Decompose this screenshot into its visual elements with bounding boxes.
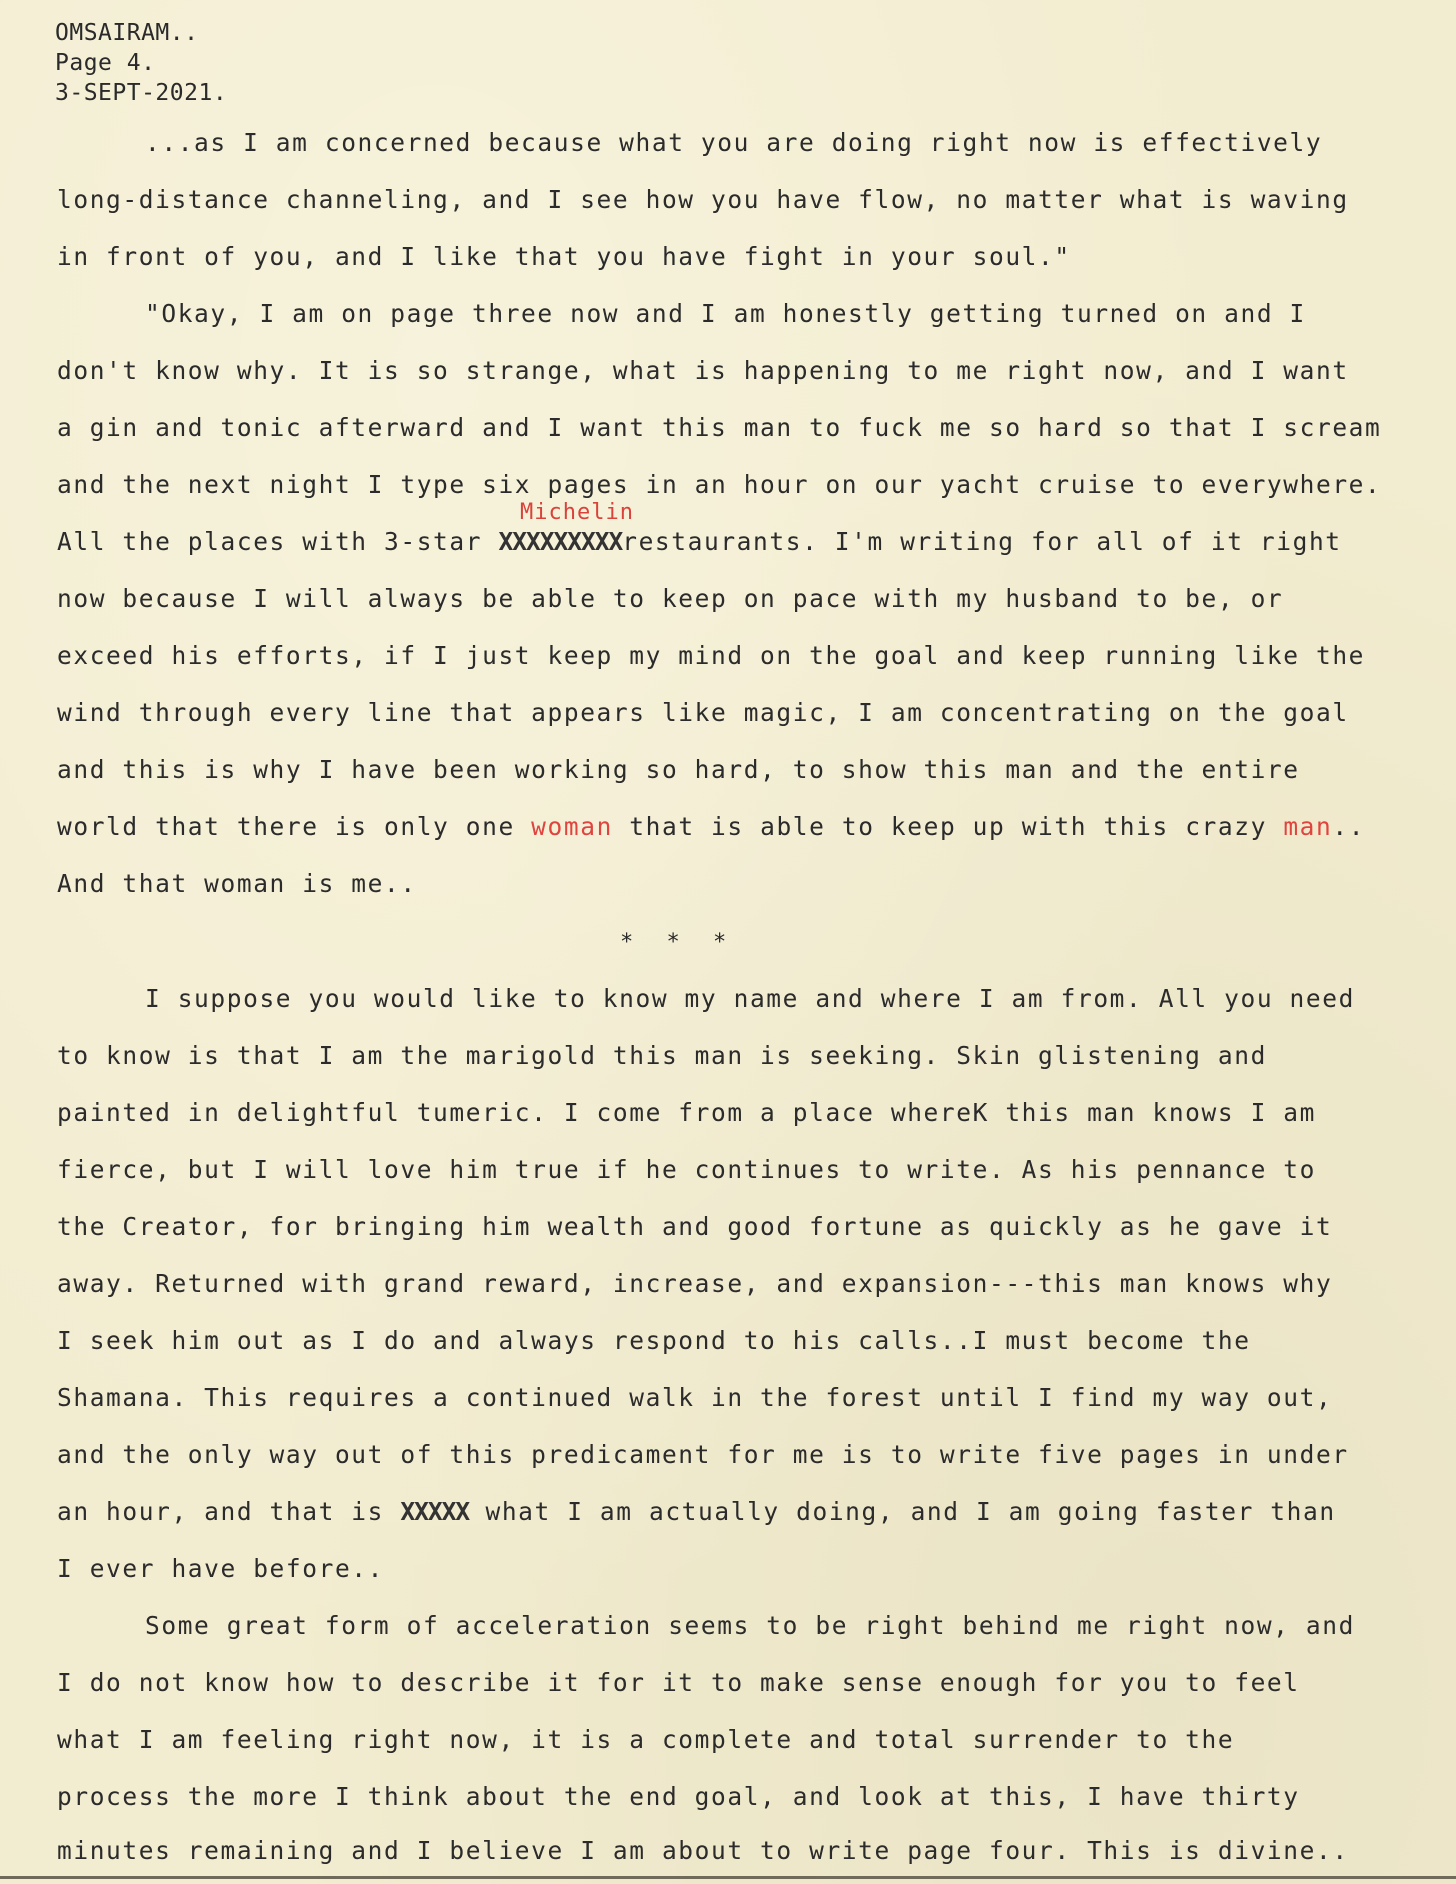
line-part: that is able to keep up with this crazy xyxy=(612,812,1284,841)
text-line: long-distance channeling, and I see how you have flow, no matter what is waving xyxy=(57,185,1349,214)
text-line: wind through every line that appears like magic, I am concentrating on the goal xyxy=(57,698,1349,727)
text-line: to know is that I am the marigold this man is seeking. Skin glistening and xyxy=(57,1041,1267,1070)
text-line: the Creator, for bringing him wealth and good fortune as quickly as he gave it xyxy=(57,1212,1333,1241)
red-word-woman: woman xyxy=(531,812,613,841)
text-line: I do not know how to describe it for it to make sense enough for you to feel xyxy=(57,1668,1300,1697)
text-line: and this is why I have been working so hard, to show this man and the entire xyxy=(57,755,1300,784)
line-end: what I am actually doing, and I am going faster than xyxy=(469,1497,1336,1526)
text-line: I seek him out as I do and always respond to his calls..I must become the xyxy=(57,1326,1251,1355)
header-invocation: OMSAIRAM.. xyxy=(55,20,199,46)
line-start: an hour, and that is xyxy=(57,1497,401,1526)
line-part: world that there is only one xyxy=(57,812,532,841)
text-line-with-red-words xyxy=(57,812,1365,841)
text-line: "Okay, I am on page three now and I am honestly getting turned on and I xyxy=(145,299,1306,328)
text-line-with-strikeout xyxy=(57,1497,1336,1526)
text-line: process the more I think about the end goal, and look at this, I have thirty xyxy=(57,1782,1300,1811)
text-line: in front of you, and I like that you have fight in your soul." xyxy=(57,242,1071,271)
bottom-edge-divider xyxy=(0,1876,1456,1879)
text-line: painted in delightful tumeric. I come from a place whereK this man knows I am xyxy=(57,1098,1316,1127)
handwritten-insert-michelin: Michelin xyxy=(520,500,634,525)
text-line: and the only way out of this predicament for me is to write five pages in under xyxy=(57,1440,1349,1469)
text-line: I ever have before.. xyxy=(57,1554,385,1583)
text-line: what I am feeling right now, it is a complete and total surrender to the xyxy=(57,1725,1235,1754)
text-line: and the next night I type six pages in an hour on our yacht cruise to everywhere. xyxy=(57,470,1382,499)
text-line: I suppose you would like to know my name and where I am from. All you need xyxy=(145,984,1355,1013)
header-page-number: Page 4. xyxy=(55,50,156,76)
header-date: 3-SEPT-2021. xyxy=(55,80,228,106)
text-line: away. Returned with grand reward, increase, and expansion---this man knows why xyxy=(57,1269,1333,1298)
line-start: All the places with 3-star xyxy=(57,527,499,556)
section-separator: * * * xyxy=(620,930,737,955)
struck-out-word: XXXXX xyxy=(400,1497,470,1526)
line-part: .. xyxy=(1332,812,1366,841)
text-line: And that woman is me.. xyxy=(57,869,417,898)
struck-out-word: XXXXXXXXX xyxy=(498,527,623,556)
text-line: Some great form of acceleration seems to be right behind me right now, and xyxy=(145,1611,1355,1640)
text-line: ...as I am concerned because what you are doing right now is effectively xyxy=(145,128,1323,157)
red-word-man: man xyxy=(1283,812,1333,841)
text-line: minutes remaining and I believe I am about to write page four. This is divine.. xyxy=(57,1836,1349,1865)
text-line: Shamana. This requires a continued walk in the forest until I find my way out, xyxy=(57,1383,1333,1412)
line-end: restaurants. I'm writing for all of it right xyxy=(622,527,1342,556)
text-line-with-strikeout xyxy=(57,527,1342,556)
text-line: fierce, but I will love him true if he continues to write. As his pennance to xyxy=(57,1155,1316,1184)
text-line: exceed his efforts, if I just keep my mind on the goal and keep running like the xyxy=(57,641,1366,670)
page-header xyxy=(55,18,227,108)
text-line: a gin and tonic afterward and I want this man to fuck me so hard so that I scream xyxy=(57,413,1382,442)
text-line: now because I will always be able to keep on pace with my husband to be, or xyxy=(57,584,1284,613)
text-line: don't know why. It is so strange, what is happening to me right now, and I want xyxy=(57,356,1349,385)
